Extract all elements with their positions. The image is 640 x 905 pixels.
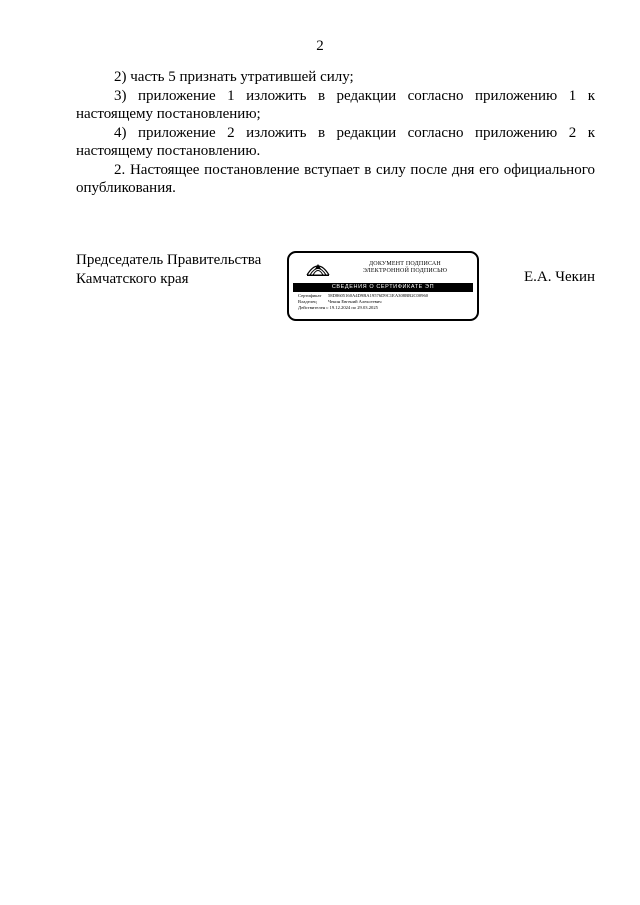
signer-position xyxy=(76,251,261,288)
stamp-title-line1: ДОКУМЕНТ ПОДПИСАН xyxy=(369,261,441,267)
stamp-certificate-header: СВЕДЕНИЯ О СЕРТИФИКАТЕ ЭП xyxy=(293,283,473,292)
paragraph-item-3: 3) приложение 1 изложить в редакции согласно приложению 1 к настоящему постановлению; xyxy=(76,87,595,122)
electronic-signature-stamp xyxy=(287,251,479,321)
owner-value: Чекин Евгений Алексеевич xyxy=(328,299,382,304)
owner-label: Владелец xyxy=(298,299,317,304)
paragraph-item-4: 4) приложение 2 изложить в редакции согласно приложению 2 к настоящему постановлению. xyxy=(76,124,595,159)
signer-position-line2: Камчатского края xyxy=(76,270,189,287)
paragraph-item-2: 2) часть 5 признать утратившей силу; xyxy=(114,69,354,85)
validity-row xyxy=(298,305,473,311)
paragraph-effective-date: 2. Настоящее постановление вступает в силу после дня его официального опубликования. xyxy=(76,161,595,196)
certificate-label: Сертификат xyxy=(298,293,322,298)
page-number: 2 xyxy=(316,38,324,54)
coat-of-arms-icon xyxy=(306,259,330,277)
signer-name: Е.А. Чекин xyxy=(524,269,595,285)
validity-text: Действителен с 19.12.2024 по 29.03.2025 xyxy=(298,305,378,310)
stamp-certificate-details xyxy=(298,293,473,311)
stamp-title xyxy=(339,261,471,275)
document-body xyxy=(76,68,595,198)
certificate-value: 58D8605160A4D9BA19576D9C1EA308BB2C00960 xyxy=(328,293,429,298)
stamp-title-line2: ЭЛЕКТРОННОЙ ПОДПИСЬЮ xyxy=(362,268,448,274)
signer-position-line1: Председатель Правительства xyxy=(76,252,262,268)
